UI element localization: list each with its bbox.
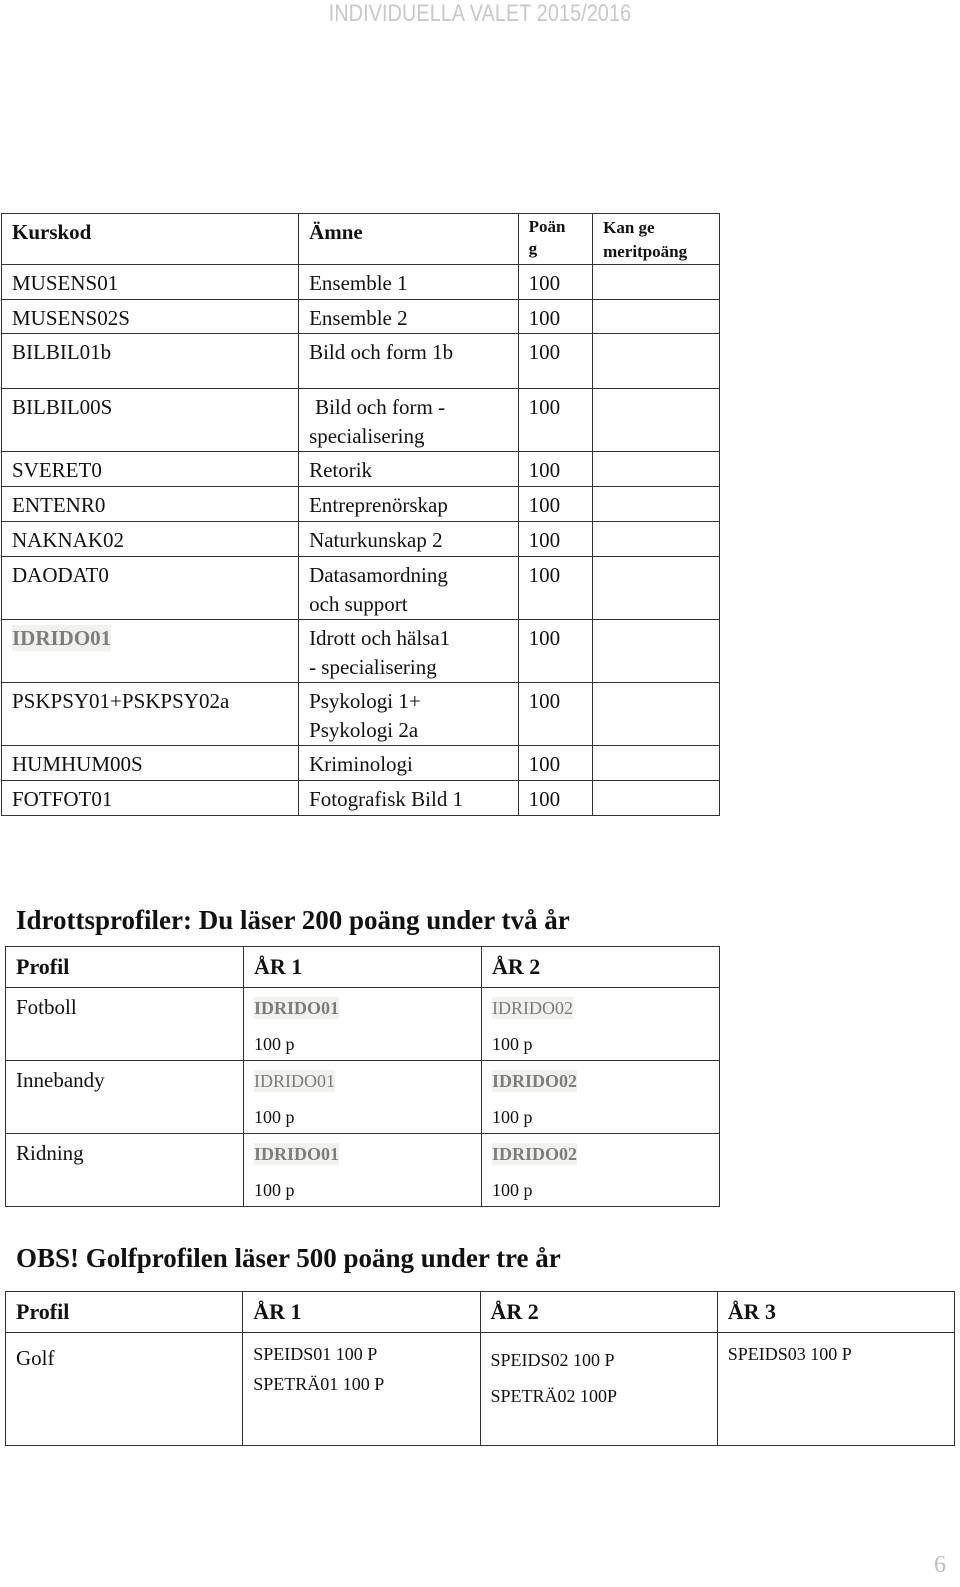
course-code: PSKPSY01+PSKPSY02a	[2, 683, 299, 746]
table-row	[2, 265, 720, 300]
course-points: 100 p	[492, 1034, 533, 1054]
course-subject: Retorik	[299, 452, 519, 487]
course-merit	[593, 557, 720, 620]
table-row	[2, 300, 720, 334]
course-subject: Kriminologi	[299, 746, 519, 781]
course-code: IDRIDO01	[254, 1071, 335, 1091]
course-line: SPEIDS02 100 P	[490, 1350, 615, 1370]
course-points: 100 p	[492, 1107, 533, 1127]
header-profil: Profil	[6, 1292, 243, 1333]
table-row	[2, 781, 720, 816]
header-ar3: ÅR 3	[717, 1292, 954, 1333]
course-merit	[593, 334, 720, 389]
course-code: BILBIL00S	[2, 389, 299, 452]
course-code-highlight: IDRIDO01	[12, 626, 112, 650]
course-merit	[593, 452, 720, 487]
course-subject: Ensemble 1	[299, 265, 519, 300]
header-ar2: ÅR 2	[482, 947, 720, 988]
table-row	[2, 452, 720, 487]
table-row	[2, 683, 720, 746]
year2-cell	[480, 1333, 717, 1446]
header-kurskod: Kurskod	[2, 214, 299, 265]
course-points: 100	[518, 746, 593, 781]
header-poang	[518, 214, 593, 265]
idrott-section-title: Idrottsprofiler: Du läser 200 poäng under två år	[16, 905, 570, 935]
course-line: SPEIDS03 100 P	[727, 1344, 852, 1364]
header-merit-line2: meritpoäng	[603, 242, 688, 261]
course-code: IDRIDO01	[254, 1144, 340, 1164]
table-row	[6, 988, 720, 1061]
table-row	[2, 334, 720, 389]
page-header-title: INDIVIDUELLA VALET 2015/2016	[328, 0, 632, 27]
header-poang-line1: Poän	[528, 217, 566, 236]
course-points: 100	[518, 265, 593, 300]
course-code: BILBIL01b	[2, 334, 299, 389]
course-points: 100	[518, 300, 593, 334]
year1-cell	[244, 988, 482, 1061]
table-row	[2, 522, 720, 557]
course-points: 100	[518, 557, 593, 620]
course-merit	[593, 389, 720, 452]
course-points: 100	[518, 487, 593, 522]
year1-cell	[244, 1061, 482, 1134]
year1-cell	[244, 1134, 482, 1207]
course-code: FOTFOT01	[2, 781, 299, 816]
course-subject-line2: och support	[309, 592, 408, 616]
profile-name: Innebandy	[6, 1061, 244, 1134]
course-subject: Fotografisk Bild 1	[299, 781, 519, 816]
course-points: 100	[518, 522, 593, 557]
course-code: ENTENR0	[2, 487, 299, 522]
golf-table-header	[6, 1292, 955, 1333]
course-subject-line1: Datasamordning	[309, 563, 448, 587]
course-code: NAKNAK02	[2, 522, 299, 557]
idrott-table	[5, 946, 720, 1207]
table-row	[6, 1061, 720, 1134]
course-points: 100	[518, 452, 593, 487]
table-row	[2, 746, 720, 781]
course-merit	[593, 487, 720, 522]
course-line: SPEIDS01 100 P	[253, 1344, 378, 1364]
table-row	[2, 557, 720, 620]
course-code: HUMHUM00S	[2, 746, 299, 781]
course-code: DAODAT0	[2, 557, 299, 620]
course-merit	[593, 265, 720, 300]
course-subject: Naturkunskap 2	[299, 522, 519, 557]
year3-cell	[717, 1333, 954, 1446]
course-code: IDRIDO02	[492, 1071, 578, 1091]
course-code: IDRIDO02	[492, 1144, 578, 1164]
course-points: 100	[518, 389, 593, 452]
course-subject: Entreprenörskap	[299, 487, 519, 522]
course-table	[1, 213, 720, 816]
course-points: 100	[518, 334, 593, 389]
course-merit	[593, 300, 720, 334]
course-subject-line1: Idrott och hälsa1	[309, 626, 451, 650]
course-line: SPETRÄ01 100 P	[253, 1374, 385, 1394]
course-points: 100 p	[492, 1180, 533, 1200]
course-code	[2, 620, 299, 683]
year2-cell	[482, 988, 720, 1061]
course-subject-line1: Bild och form -	[315, 395, 446, 419]
course-points: 100	[518, 781, 593, 816]
course-code: MUSENS02S	[2, 300, 299, 334]
course-merit	[593, 746, 720, 781]
course-subject	[299, 683, 519, 746]
header-ar1: ÅR 1	[244, 947, 482, 988]
header-poang-line2: g	[528, 239, 538, 258]
header-profil: Profil	[6, 947, 244, 988]
course-merit	[593, 620, 720, 683]
profile-name: Ridning	[6, 1134, 244, 1207]
table-row	[6, 1333, 955, 1446]
course-subject-line2: specialisering	[309, 424, 425, 448]
course-code: IDRIDO01	[254, 998, 340, 1018]
course-code: IDRIDO02	[492, 998, 573, 1018]
course-merit	[593, 781, 720, 816]
course-subject: Ensemble 2	[299, 300, 519, 334]
year1-cell	[243, 1333, 480, 1446]
course-code: SVERET0	[2, 452, 299, 487]
table-row	[2, 620, 720, 683]
idrott-table-header	[6, 947, 720, 988]
header-merit-line1: Kan ge	[603, 218, 655, 237]
header-ar2: ÅR 2	[480, 1292, 717, 1333]
profile-name: Fotboll	[6, 988, 244, 1061]
header-ar1: ÅR 1	[243, 1292, 480, 1333]
course-subject-line2: - specialisering	[309, 655, 437, 679]
year2-cell	[482, 1134, 720, 1207]
year2-cell	[482, 1061, 720, 1134]
table-row	[6, 1134, 720, 1207]
golf-section-title: OBS! Golfprofilen läser 500 poäng under tre år	[16, 1243, 561, 1273]
golf-table	[5, 1291, 955, 1446]
header-meritpoang	[593, 214, 720, 265]
page-number: 6	[934, 1552, 946, 1578]
course-points: 100 p	[254, 1180, 295, 1200]
course-subject	[299, 620, 519, 683]
course-line: SPETRÄ02 100P	[490, 1386, 618, 1406]
profile-name: Golf	[6, 1333, 243, 1446]
course-points: 100 p	[254, 1034, 295, 1054]
course-points: 100	[518, 620, 593, 683]
header-amne: Ämne	[299, 214, 519, 265]
course-points: 100	[518, 683, 593, 746]
course-subject	[299, 389, 519, 452]
course-code: MUSENS01	[2, 265, 299, 300]
course-subject-line2: Psykologi 2a	[309, 718, 419, 742]
course-subject: Bild och form 1b	[299, 334, 519, 389]
table-row	[2, 389, 720, 452]
course-subject-line1: Psykologi 1+	[309, 689, 421, 713]
course-points: 100 p	[254, 1107, 295, 1127]
course-merit	[593, 522, 720, 557]
course-table-header	[2, 214, 720, 265]
table-row	[2, 487, 720, 522]
course-merit	[593, 683, 720, 746]
course-subject	[299, 557, 519, 620]
